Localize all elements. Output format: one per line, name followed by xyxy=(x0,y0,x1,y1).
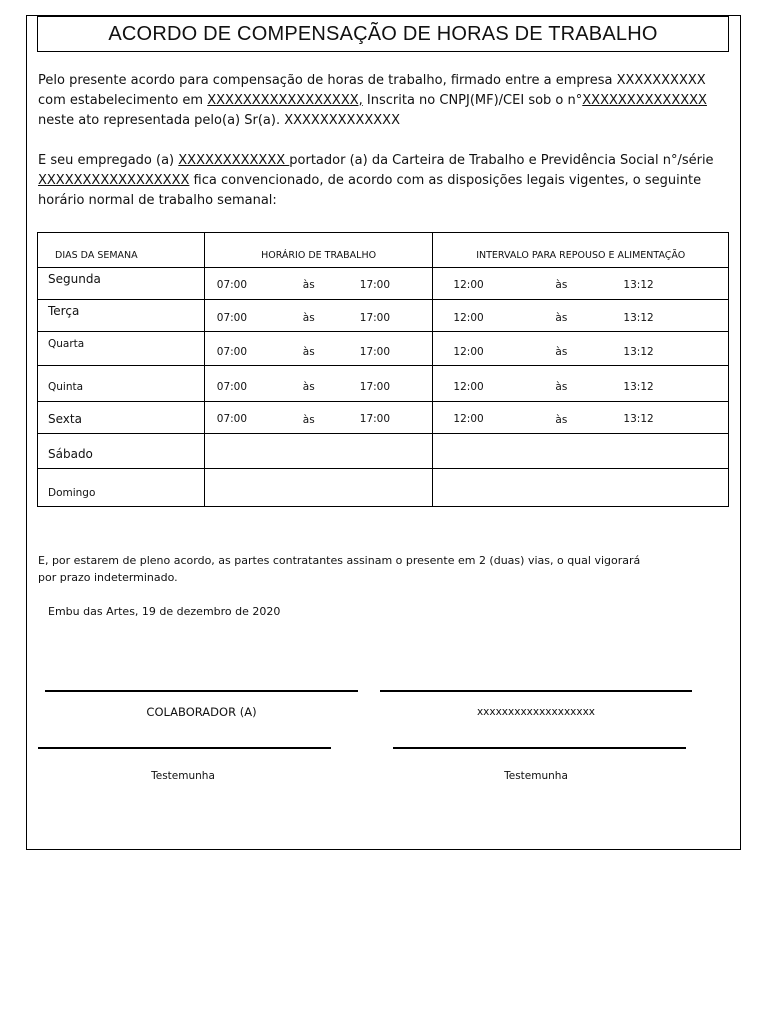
break-start: 12:00 xyxy=(453,413,484,425)
witness-1-label: Testemunha xyxy=(151,770,215,782)
text-segment: Pelo presente acordo para compensação de horas de trabalho, firmado entre a empresa XXXXXXXXXX com estabelecimento em xyxy=(38,73,706,108)
ctps-field: XXXXXXXXXXXXXXXXX xyxy=(38,173,190,188)
collaborator-label: COLABORADOR (A) xyxy=(146,705,257,719)
empty-cell xyxy=(433,469,729,507)
table-header-row xyxy=(38,233,729,268)
work-end: 17:00 xyxy=(359,279,391,291)
separator: às xyxy=(555,312,568,324)
break-end: 13:12 xyxy=(623,413,654,425)
company-signature-label: xxxxxxxxxxxxxxxxxxx xyxy=(476,706,596,718)
separator: às xyxy=(302,346,315,358)
text-segment: fica convencionado, de acordo com as disposições legais vigentes, o seguinte horário normal de trabalho semanal: xyxy=(38,173,702,208)
signature-line-company xyxy=(380,690,692,692)
empty-cell xyxy=(433,434,729,469)
break-end: 13:12 xyxy=(623,381,654,393)
day-label: Terça xyxy=(48,304,80,318)
day-label: Domingo xyxy=(48,487,96,499)
day-label: Quinta xyxy=(48,381,84,393)
day-label: Sexta xyxy=(48,412,82,426)
table-row xyxy=(38,469,729,507)
work-start: 07:00 xyxy=(216,381,248,393)
break-start: 12:00 xyxy=(453,279,484,291)
cnpj-field: XXXXXXXXXXXXXX xyxy=(582,93,707,108)
work-start: 07:00 xyxy=(216,413,248,425)
table-row xyxy=(38,402,729,434)
header-work-hours: HORÁRIO DE TRABALHO xyxy=(204,233,433,268)
work-end: 17:00 xyxy=(359,346,391,358)
separator: às xyxy=(555,279,568,291)
work-end: 17:00 xyxy=(359,381,391,393)
signature-line-collaborator xyxy=(45,690,358,692)
signature-line-witness-1 xyxy=(38,747,331,749)
work-start: 07:00 xyxy=(216,312,248,324)
table-row xyxy=(38,300,729,332)
text-segment: neste ato representada pelo(a) Sr(a). XXXXXXXXXXXXX xyxy=(38,113,400,128)
intro-paragraph-company xyxy=(38,71,728,131)
work-start: 07:00 xyxy=(216,346,248,358)
header-break: INTERVALO PARA REPOUSO E ALIMENTAÇÃO xyxy=(433,233,729,268)
separator: às xyxy=(302,279,315,291)
text-segment: E seu empregado (a) xyxy=(38,153,179,168)
closing-paragraph: E, por estarem de pleno acordo, as partes contratantes assinam o presente em 2 (duas) vias, o qual vigorará por prazo indeterminado. xyxy=(38,554,641,584)
break-start: 12:00 xyxy=(453,346,484,358)
table-row xyxy=(38,268,729,300)
separator: às xyxy=(555,381,568,393)
establishment-field: XXXXXXXXXXXXXXXXX, xyxy=(207,93,363,108)
separator: às xyxy=(302,312,315,324)
day-label: Quarta xyxy=(48,338,85,350)
break-end: 13:12 xyxy=(623,279,654,291)
table-row xyxy=(38,332,729,366)
text-segment: Inscrita no CNPJ(MF)/CEI sob o n° xyxy=(362,93,583,108)
witness-2-label: Testemunha xyxy=(504,770,568,782)
document-title: ACORDO DE COMPENSAÇÃO DE HORAS DE TRABALHO xyxy=(108,23,658,45)
text-segment: portador (a) da Carteira de Trabalho e Previdência Social n°/série xyxy=(289,153,714,168)
separator: às xyxy=(302,381,315,393)
day-label: Segunda xyxy=(48,272,101,286)
work-end: 17:00 xyxy=(359,312,391,324)
place-date: Embu das Artes, 19 de dezembro de 2020 xyxy=(48,605,281,618)
break-start: 12:00 xyxy=(453,381,484,393)
employee-name-field: XXXXXXXXXXXX xyxy=(178,153,290,168)
title-box xyxy=(37,16,729,52)
header-days: DIAS DA SEMANA xyxy=(38,233,205,268)
schedule-table xyxy=(37,232,729,507)
table-row xyxy=(38,366,729,402)
empty-cell xyxy=(204,469,433,507)
table-row xyxy=(38,434,729,469)
separator: às xyxy=(302,414,315,426)
intro-paragraph-employee xyxy=(38,151,728,211)
work-end: 17:00 xyxy=(359,413,391,425)
empty-cell xyxy=(204,434,433,469)
signature-line-witness-2 xyxy=(393,747,686,749)
break-start: 12:00 xyxy=(453,312,484,324)
separator: às xyxy=(555,346,568,358)
separator: às xyxy=(555,414,568,426)
break-end: 13:12 xyxy=(623,312,654,324)
break-end: 13:12 xyxy=(623,346,654,358)
work-start: 07:00 xyxy=(216,279,248,291)
day-label: Sábado xyxy=(48,447,93,461)
